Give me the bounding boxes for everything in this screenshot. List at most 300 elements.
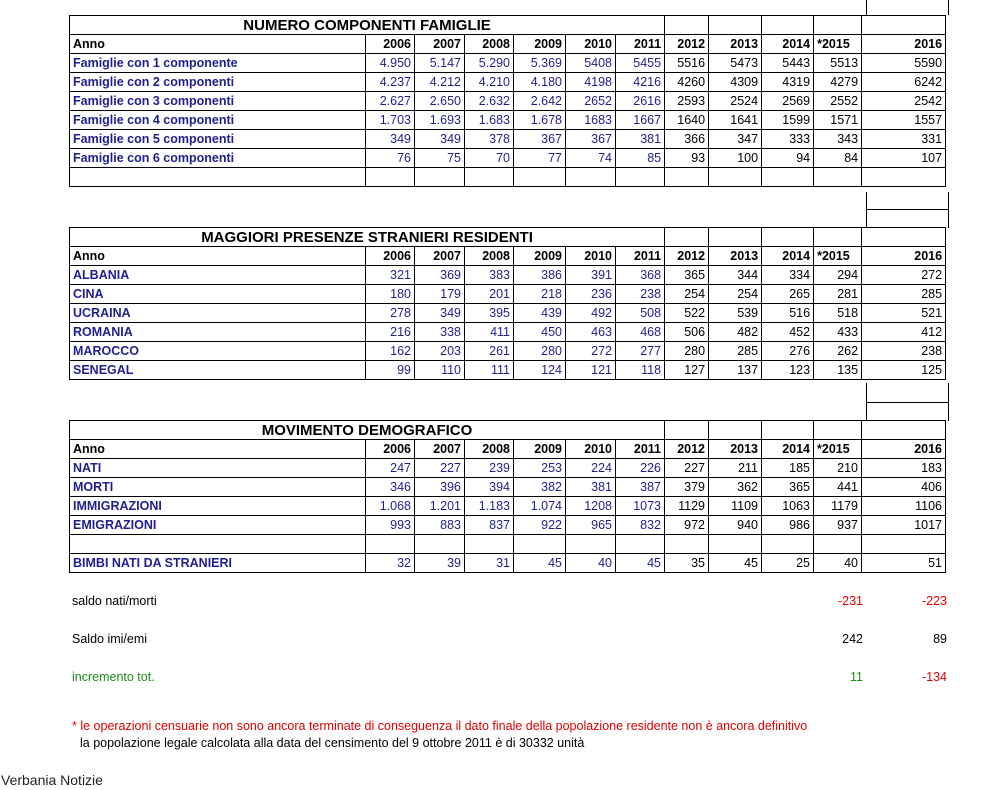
value-cell: 1.183 — [465, 497, 514, 516]
row-label: Famiglie con 5 componenti — [70, 130, 366, 149]
value-cell: 386 — [514, 266, 566, 285]
table-row — [70, 266, 946, 285]
value-cell: 4.212 — [415, 73, 465, 92]
value-cell: 349 — [366, 130, 415, 149]
value-cell: 433 — [814, 323, 862, 342]
empty-cell — [814, 535, 862, 554]
value-cell: 76 — [366, 149, 415, 168]
anno-header: Anno — [70, 35, 366, 54]
empty-cell — [665, 16, 709, 35]
value-cell: 344 — [709, 266, 762, 285]
value-cell: 285 — [862, 285, 946, 304]
value-cell: 1667 — [616, 111, 665, 130]
empty-cell — [366, 535, 415, 554]
value-cell: 2.632 — [465, 92, 514, 111]
empty-cell — [465, 535, 514, 554]
value-cell: 381 — [616, 130, 665, 149]
value-cell: 4260 — [665, 73, 709, 92]
value-cell: 1.683 — [465, 111, 514, 130]
value-cell: 396 — [415, 478, 465, 497]
census-population-note: la popolazione legale calcolata alla data del censimento del 9 ottobre 2011 è di 30332 unità — [80, 736, 585, 750]
value-cell: 334 — [762, 266, 814, 285]
value-cell: 254 — [665, 285, 709, 304]
value-cell: 387 — [616, 478, 665, 497]
empty-cell — [514, 168, 566, 187]
value-cell: 1109 — [709, 497, 762, 516]
year-header: 2006 — [366, 35, 415, 54]
value-cell: 508 — [616, 304, 665, 323]
table-row — [70, 149, 946, 168]
value-cell: 4.180 — [514, 73, 566, 92]
value-cell: 280 — [514, 342, 566, 361]
value-cell: 450 — [514, 323, 566, 342]
value-cell: 124 — [514, 361, 566, 380]
table-row — [70, 516, 946, 535]
value-cell: 93 — [665, 149, 709, 168]
empty-cell — [762, 228, 814, 247]
grid-line — [948, 0, 949, 15]
saldo-imi-emi-2016: 89 — [933, 632, 947, 646]
year-header: 2016 — [862, 247, 946, 266]
empty-row — [70, 535, 946, 554]
value-cell: 346 — [366, 478, 415, 497]
table-title: NUMERO COMPONENTI FAMIGLIE — [70, 16, 665, 35]
empty-row — [70, 168, 946, 187]
value-cell: 278 — [366, 304, 415, 323]
value-cell: 238 — [616, 285, 665, 304]
empty-cell — [814, 168, 862, 187]
row-label: UCRAINA — [70, 304, 366, 323]
value-cell: 236 — [566, 285, 616, 304]
year-header: 2007 — [415, 35, 465, 54]
value-cell: 379 — [665, 478, 709, 497]
value-cell: 2616 — [616, 92, 665, 111]
grid-line — [866, 402, 949, 403]
year-header: 2011 — [616, 247, 665, 266]
year-header: 2008 — [465, 247, 514, 266]
value-cell: 281 — [814, 285, 862, 304]
value-cell: 338 — [415, 323, 465, 342]
row-label: EMIGRAZIONI — [70, 516, 366, 535]
year-header: 2008 — [465, 440, 514, 459]
value-cell: 216 — [366, 323, 415, 342]
value-cell: 521 — [862, 304, 946, 323]
value-cell: 4279 — [814, 73, 862, 92]
value-cell: 333 — [762, 130, 814, 149]
value-cell: 516 — [762, 304, 814, 323]
empty-cell — [366, 168, 415, 187]
census-note: * le operazioni censuarie non sono ancora terminate di conseguenza il dato finale della popolazione residente non è ancora definitivo — [72, 719, 808, 733]
value-cell: 506 — [665, 323, 709, 342]
value-cell: 1557 — [862, 111, 946, 130]
empty-cell — [616, 535, 665, 554]
value-cell: 125 — [862, 361, 946, 380]
empty-cell — [862, 16, 946, 35]
empty-cell — [709, 535, 762, 554]
value-cell: 1.693 — [415, 111, 465, 130]
value-cell: 482 — [709, 323, 762, 342]
value-cell: 463 — [566, 323, 616, 342]
value-cell: 4319 — [762, 73, 814, 92]
value-cell: 1.678 — [514, 111, 566, 130]
empty-cell — [665, 228, 709, 247]
value-cell: 5408 — [566, 54, 616, 73]
value-cell: 77 — [514, 149, 566, 168]
value-cell: 294 — [814, 266, 862, 285]
table-row — [70, 304, 946, 323]
value-cell: 1.703 — [366, 111, 415, 130]
value-cell: 1179 — [814, 497, 862, 516]
value-cell: 937 — [814, 516, 862, 535]
value-cell: 492 — [566, 304, 616, 323]
value-cell: 127 — [665, 361, 709, 380]
year-header: 2011 — [616, 440, 665, 459]
value-cell: 518 — [814, 304, 862, 323]
value-cell: 70 — [465, 149, 514, 168]
value-cell: 539 — [709, 304, 762, 323]
year-header: *2015 — [814, 440, 862, 459]
value-cell: 366 — [665, 130, 709, 149]
empty-cell — [665, 421, 709, 440]
empty-cell — [862, 168, 946, 187]
value-cell: 137 — [709, 361, 762, 380]
value-cell: 1640 — [665, 111, 709, 130]
empty-cell — [665, 168, 709, 187]
empty-cell — [709, 421, 762, 440]
row-label: CINA — [70, 285, 366, 304]
empty-cell — [814, 421, 862, 440]
value-cell: 5590 — [862, 54, 946, 73]
empty-cell — [70, 168, 366, 187]
value-cell: 162 — [366, 342, 415, 361]
grid-line — [866, 0, 867, 15]
row-label: IMMIGRAZIONI — [70, 497, 366, 516]
value-cell: 367 — [514, 130, 566, 149]
year-header: 2014 — [762, 35, 814, 54]
year-header: 2007 — [415, 247, 465, 266]
value-cell: 118 — [616, 361, 665, 380]
value-cell: 51 — [862, 554, 946, 573]
row-label: MAROCCO — [70, 342, 366, 361]
value-cell: 883 — [415, 516, 465, 535]
table-row — [70, 361, 946, 380]
value-cell: 265 — [762, 285, 814, 304]
value-cell: 1599 — [762, 111, 814, 130]
table-row — [70, 323, 946, 342]
value-cell: 123 — [762, 361, 814, 380]
table-row — [70, 111, 946, 130]
empty-cell — [415, 168, 465, 187]
year-header: 2010 — [566, 440, 616, 459]
value-cell: 347 — [709, 130, 762, 149]
value-cell: 383 — [465, 266, 514, 285]
table-row — [70, 73, 946, 92]
empty-cell — [566, 535, 616, 554]
year-header: 2012 — [665, 35, 709, 54]
value-cell: 439 — [514, 304, 566, 323]
empty-cell — [814, 228, 862, 247]
value-cell: 5513 — [814, 54, 862, 73]
year-header: 2014 — [762, 247, 814, 266]
empty-cell — [616, 168, 665, 187]
demographics-table — [69, 420, 946, 573]
value-cell: 2.650 — [415, 92, 465, 111]
year-header: 2013 — [709, 35, 762, 54]
value-cell: 2.642 — [514, 92, 566, 111]
value-cell: 1017 — [862, 516, 946, 535]
saldo-nati-morti-2015: -231 — [837, 594, 863, 608]
grid-line — [948, 192, 949, 228]
value-cell: 4216 — [616, 73, 665, 92]
year-header: 2006 — [366, 440, 415, 459]
value-cell: 226 — [616, 459, 665, 478]
value-cell: 35 — [665, 554, 709, 573]
value-cell: 111 — [465, 361, 514, 380]
value-cell: 468 — [616, 323, 665, 342]
row-label: SENEGAL — [70, 361, 366, 380]
value-cell: 32 — [366, 554, 415, 573]
year-header: 2014 — [762, 440, 814, 459]
value-cell: 394 — [465, 478, 514, 497]
row-label: Famiglie con 3 componenti — [70, 92, 366, 111]
value-cell: 5.369 — [514, 54, 566, 73]
value-cell: 5455 — [616, 54, 665, 73]
value-cell: 1641 — [709, 111, 762, 130]
grid-line — [866, 192, 867, 228]
value-cell: 121 — [566, 361, 616, 380]
empty-cell — [862, 421, 946, 440]
table-row — [70, 554, 946, 573]
value-cell: 395 — [465, 304, 514, 323]
value-cell: 832 — [616, 516, 665, 535]
value-cell: 25 — [762, 554, 814, 573]
value-cell: 2652 — [566, 92, 616, 111]
value-cell: 412 — [862, 323, 946, 342]
year-header: 2013 — [709, 247, 762, 266]
value-cell: 362 — [709, 478, 762, 497]
value-cell: 280 — [665, 342, 709, 361]
value-cell: 276 — [762, 342, 814, 361]
value-cell: 4309 — [709, 73, 762, 92]
value-cell: 2552 — [814, 92, 862, 111]
empty-cell — [814, 16, 862, 35]
value-cell: 203 — [415, 342, 465, 361]
value-cell: 1129 — [665, 497, 709, 516]
value-cell: 99 — [366, 361, 415, 380]
value-cell: 45 — [514, 554, 566, 573]
value-cell: 261 — [465, 342, 514, 361]
value-cell: 40 — [566, 554, 616, 573]
year-header: *2015 — [814, 35, 862, 54]
grid-line — [866, 209, 949, 210]
value-cell: 940 — [709, 516, 762, 535]
value-cell: 1.074 — [514, 497, 566, 516]
value-cell: 39 — [415, 554, 465, 573]
value-cell: 227 — [415, 459, 465, 478]
empty-cell — [566, 168, 616, 187]
year-header: 2010 — [566, 35, 616, 54]
value-cell: 272 — [862, 266, 946, 285]
value-cell: 365 — [665, 266, 709, 285]
value-cell: 247 — [366, 459, 415, 478]
value-cell: 1106 — [862, 497, 946, 516]
value-cell: 972 — [665, 516, 709, 535]
value-cell: 224 — [566, 459, 616, 478]
value-cell: 343 — [814, 130, 862, 149]
value-cell: 75 — [415, 149, 465, 168]
value-cell: 180 — [366, 285, 415, 304]
value-cell: 210 — [814, 459, 862, 478]
table-row — [70, 130, 946, 149]
value-cell: 110 — [415, 361, 465, 380]
empty-cell — [465, 168, 514, 187]
incremento-2015: 11 — [850, 670, 863, 684]
value-cell: 2569 — [762, 92, 814, 111]
value-cell: 381 — [566, 478, 616, 497]
value-cell: 107 — [862, 149, 946, 168]
anno-header: Anno — [70, 247, 366, 266]
value-cell: 239 — [465, 459, 514, 478]
value-cell: 272 — [566, 342, 616, 361]
empty-cell — [514, 535, 566, 554]
value-cell: 5443 — [762, 54, 814, 73]
value-cell: 4198 — [566, 73, 616, 92]
value-cell: 2524 — [709, 92, 762, 111]
value-cell: 185 — [762, 459, 814, 478]
value-cell: 277 — [616, 342, 665, 361]
year-header: 2007 — [415, 440, 465, 459]
empty-cell — [762, 535, 814, 554]
saldo-imi-emi-2015: 242 — [842, 632, 863, 646]
header-row — [70, 35, 946, 54]
value-cell: 522 — [665, 304, 709, 323]
empty-cell — [665, 535, 709, 554]
table-row — [70, 497, 946, 516]
value-cell: 5473 — [709, 54, 762, 73]
empty-cell — [862, 228, 946, 247]
value-cell: 1.068 — [366, 497, 415, 516]
value-cell: 411 — [465, 323, 514, 342]
value-cell: 441 — [814, 478, 862, 497]
incremento-2016: -134 — [921, 670, 947, 684]
value-cell: 993 — [366, 516, 415, 535]
table-row — [70, 54, 946, 73]
table-title: MOVIMENTO DEMOGRAFICO — [70, 421, 665, 440]
value-cell: 331 — [862, 130, 946, 149]
row-label: Famiglie con 1 componente — [70, 54, 366, 73]
value-cell: 94 — [762, 149, 814, 168]
value-cell: 227 — [665, 459, 709, 478]
value-cell: 5.290 — [465, 54, 514, 73]
value-cell: 285 — [709, 342, 762, 361]
empty-cell — [70, 535, 366, 554]
empty-cell — [862, 535, 946, 554]
value-cell: 2.627 — [366, 92, 415, 111]
value-cell: 183 — [862, 459, 946, 478]
table-row — [70, 92, 946, 111]
value-cell: 1063 — [762, 497, 814, 516]
empty-cell — [762, 421, 814, 440]
empty-cell — [762, 16, 814, 35]
footer-watermark: Verbania Notizie — [1, 772, 103, 788]
year-header: 2008 — [465, 35, 514, 54]
table-row — [70, 285, 946, 304]
value-cell: 254 — [709, 285, 762, 304]
year-header: 2010 — [566, 247, 616, 266]
value-cell: 1683 — [566, 111, 616, 130]
table-row — [70, 342, 946, 361]
value-cell: 986 — [762, 516, 814, 535]
row-label: Famiglie con 2 componenti — [70, 73, 366, 92]
table-row — [70, 478, 946, 497]
table-title: MAGGIORI PRESENZE STRANIERI RESIDENTI — [70, 228, 665, 247]
value-cell: 201 — [465, 285, 514, 304]
saldo-nati-morti-label: saldo nati/morti — [72, 594, 157, 608]
value-cell: 31 — [465, 554, 514, 573]
value-cell: 40 — [814, 554, 862, 573]
incremento-label: incremento tot. — [72, 670, 155, 684]
value-cell: 179 — [415, 285, 465, 304]
value-cell: 2593 — [665, 92, 709, 111]
value-cell: 6242 — [862, 73, 946, 92]
value-cell: 382 — [514, 478, 566, 497]
anno-header: Anno — [70, 440, 366, 459]
value-cell: 378 — [465, 130, 514, 149]
empty-cell — [709, 228, 762, 247]
value-cell: 218 — [514, 285, 566, 304]
row-label: Famiglie con 4 componenti — [70, 111, 366, 130]
table-row — [70, 459, 946, 478]
row-label: ROMANIA — [70, 323, 366, 342]
foreigners-table — [69, 227, 946, 380]
value-cell: 85 — [616, 149, 665, 168]
value-cell: 253 — [514, 459, 566, 478]
value-cell: 965 — [566, 516, 616, 535]
value-cell: 1208 — [566, 497, 616, 516]
value-cell: 365 — [762, 478, 814, 497]
value-cell: 367 — [566, 130, 616, 149]
value-cell: 1073 — [616, 497, 665, 516]
year-header: *2015 — [814, 247, 862, 266]
value-cell: 369 — [415, 266, 465, 285]
empty-cell — [762, 168, 814, 187]
value-cell: 238 — [862, 342, 946, 361]
saldo-imi-emi-label: Saldo imi/emi — [72, 632, 148, 646]
value-cell: 5.147 — [415, 54, 465, 73]
families-table — [69, 15, 946, 187]
value-cell: 349 — [415, 304, 465, 323]
value-cell: 4.237 — [366, 73, 415, 92]
value-cell: 1.201 — [415, 497, 465, 516]
value-cell: 922 — [514, 516, 566, 535]
value-cell: 349 — [415, 130, 465, 149]
value-cell: 368 — [616, 266, 665, 285]
value-cell: 2542 — [862, 92, 946, 111]
value-cell: 211 — [709, 459, 762, 478]
value-cell: 100 — [709, 149, 762, 168]
empty-cell — [415, 535, 465, 554]
row-label: ALBANIA — [70, 266, 366, 285]
row-label: BIMBI NATI DA STRANIERI — [70, 554, 366, 573]
row-label: Famiglie con 6 componenti — [70, 149, 366, 168]
saldo-nati-morti-2016: -223 — [921, 594, 947, 608]
year-header: 2012 — [665, 440, 709, 459]
value-cell: 262 — [814, 342, 862, 361]
year-header: 2012 — [665, 247, 709, 266]
row-label: MORTI — [70, 478, 366, 497]
empty-cell — [709, 16, 762, 35]
year-header: 2009 — [514, 35, 566, 54]
